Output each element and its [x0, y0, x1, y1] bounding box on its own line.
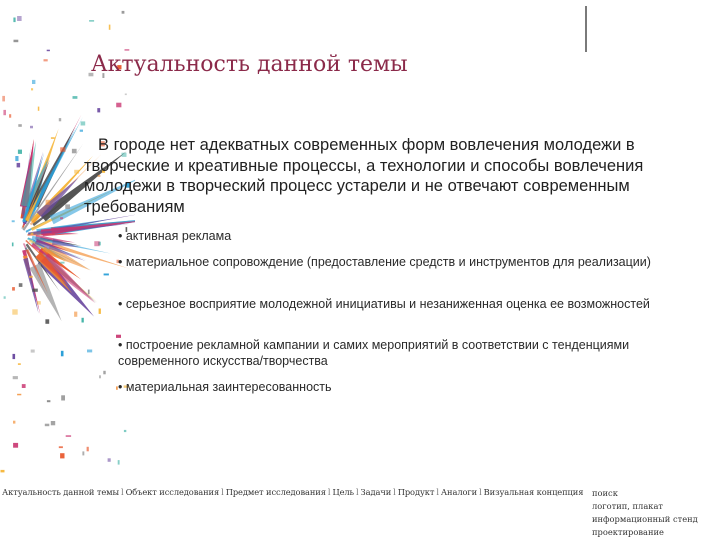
- splash-dot: [60, 262, 64, 264]
- nav-link-product[interactable]: Продукт: [397, 487, 435, 497]
- bullet-item: • серьезное восприятие молодежной инициативы и незаниженная оценка ее возможностей: [118, 296, 708, 312]
- nav-separator: l: [121, 487, 124, 497]
- splash-dot: [46, 200, 50, 205]
- splash-dot: [109, 25, 111, 30]
- page-title: Актуальность данной темы: [91, 52, 408, 77]
- splash-dot: [82, 451, 84, 455]
- splash-dot: [60, 217, 63, 219]
- splash-dot: [61, 395, 65, 400]
- splash-dot: [32, 289, 38, 292]
- splash-dot: [44, 59, 48, 61]
- nav-separator: l: [221, 487, 224, 497]
- splash-dot: [12, 309, 17, 314]
- splash-dot: [82, 318, 84, 323]
- splash-dot: [12, 287, 15, 291]
- splash-dot: [97, 108, 100, 112]
- intro-paragraph: В городе нет адекватных современных форм вовлечения молодежи в творческие и креативные процессы, а технологии и способы вовлечения молодежи в творческий процесс устарели и не отвечают современным требованиям: [84, 136, 644, 216]
- nav-link-search[interactable]: поиск: [592, 488, 618, 498]
- splash-dot: [118, 460, 120, 465]
- nav-link-analogs[interactable]: Аналоги: [440, 487, 478, 497]
- splash-dot: [74, 170, 79, 174]
- nav-link-subject[interactable]: Предмет исследования: [225, 487, 326, 497]
- nav-separator: l: [479, 487, 482, 497]
- splash-dot: [14, 40, 19, 43]
- splash-dot: [37, 301, 41, 305]
- splash-dot: [59, 118, 61, 121]
- splash-dot: [72, 149, 77, 154]
- splash-dot: [73, 96, 78, 99]
- splash-dot: [51, 421, 55, 425]
- footer-right-links: [592, 487, 718, 539]
- splash-dot: [108, 458, 111, 462]
- splash-dot: [125, 94, 127, 96]
- bullet-item: • материальная заинтересованность: [118, 379, 708, 395]
- nav-separator: l: [393, 487, 396, 497]
- splash-dot: [17, 16, 22, 21]
- splash-dot: [94, 241, 99, 246]
- vertical-divider: [585, 6, 587, 52]
- splash-dot: [80, 130, 83, 132]
- splash-dot: [31, 88, 33, 90]
- splash-dot: [87, 350, 92, 353]
- nav-link-goal[interactable]: Цель: [332, 487, 354, 497]
- splash-dot: [19, 283, 23, 287]
- splash-dot: [18, 150, 22, 154]
- splash-dot: [65, 204, 70, 209]
- splash-dot: [87, 447, 89, 452]
- splash-dot: [12, 220, 15, 222]
- splash-dot: [9, 114, 11, 118]
- splash-dot: [29, 276, 33, 278]
- splash-dot: [125, 49, 130, 51]
- nav-link-visual-concept[interactable]: Визуальная концепция: [483, 487, 584, 497]
- splash-dot: [61, 351, 64, 357]
- splash-dot: [45, 319, 49, 324]
- nav-separator: l: [355, 487, 359, 497]
- bullet-item: • материальное сопровождение (предоставление средств и инструментов для реализации): [118, 254, 708, 270]
- nav-link-relevance[interactable]: Актуальность данной темы: [2, 487, 120, 497]
- nav-link-tasks[interactable]: Задачи: [360, 487, 392, 497]
- bullet-item: • построение рекламной кампании и самих мероприятий в соответствии с тенденциями современного искусства/творчества: [118, 337, 708, 369]
- splash-dot: [13, 421, 15, 424]
- splash-dot: [38, 107, 40, 111]
- splash-dot: [17, 394, 21, 396]
- splash-dot: [31, 350, 35, 353]
- splash-dot: [60, 147, 65, 152]
- splash-dot: [74, 312, 77, 317]
- nav-link-object[interactable]: Объект исследования: [125, 487, 220, 497]
- splash-dot: [32, 80, 35, 84]
- splash-dot: [30, 126, 33, 129]
- splash-dot: [122, 11, 125, 14]
- splash-dot: [4, 296, 6, 299]
- splash-dot: [45, 424, 50, 427]
- splash-dot: [124, 430, 126, 432]
- splash-dot: [59, 446, 63, 448]
- splash-dot: [13, 376, 18, 379]
- splash-dot: [116, 103, 121, 108]
- nav-separator: l: [436, 487, 439, 497]
- splash-dot: [88, 290, 90, 295]
- nav-separator: l: [327, 487, 331, 497]
- splash-dot: [13, 18, 15, 23]
- nav-link-design[interactable]: проектирование: [592, 527, 664, 537]
- splash-dot: [99, 375, 101, 378]
- splash-dot: [18, 363, 21, 365]
- splash-dot: [17, 163, 21, 168]
- splash-dot: [3, 110, 6, 115]
- splash-dot: [2, 96, 5, 102]
- splash-dot: [13, 443, 18, 448]
- splash-dot: [60, 453, 64, 458]
- splash-dot: [51, 137, 55, 139]
- splash-dot: [66, 435, 71, 437]
- splash-dot: [12, 243, 14, 247]
- splash-dot: [15, 156, 18, 161]
- splash-dot: [1, 470, 5, 473]
- splash-dot: [18, 124, 22, 127]
- splash-dot: [47, 400, 51, 402]
- splash-dot: [47, 50, 50, 52]
- splash-dot: [89, 20, 94, 22]
- nav-link-info-stand[interactable]: информационный стенд: [592, 514, 698, 524]
- splash-dot: [13, 354, 16, 359]
- splash-dot: [104, 274, 109, 276]
- footer-navigation: [2, 487, 583, 497]
- splash-dot: [99, 309, 101, 314]
- splash-dot: [22, 384, 26, 388]
- bullet-item: • активная реклама: [118, 228, 708, 244]
- splash-dot: [103, 371, 105, 375]
- splash-dot: [81, 121, 86, 125]
- nav-link-logo-poster[interactable]: логотип, плакат: [592, 501, 664, 511]
